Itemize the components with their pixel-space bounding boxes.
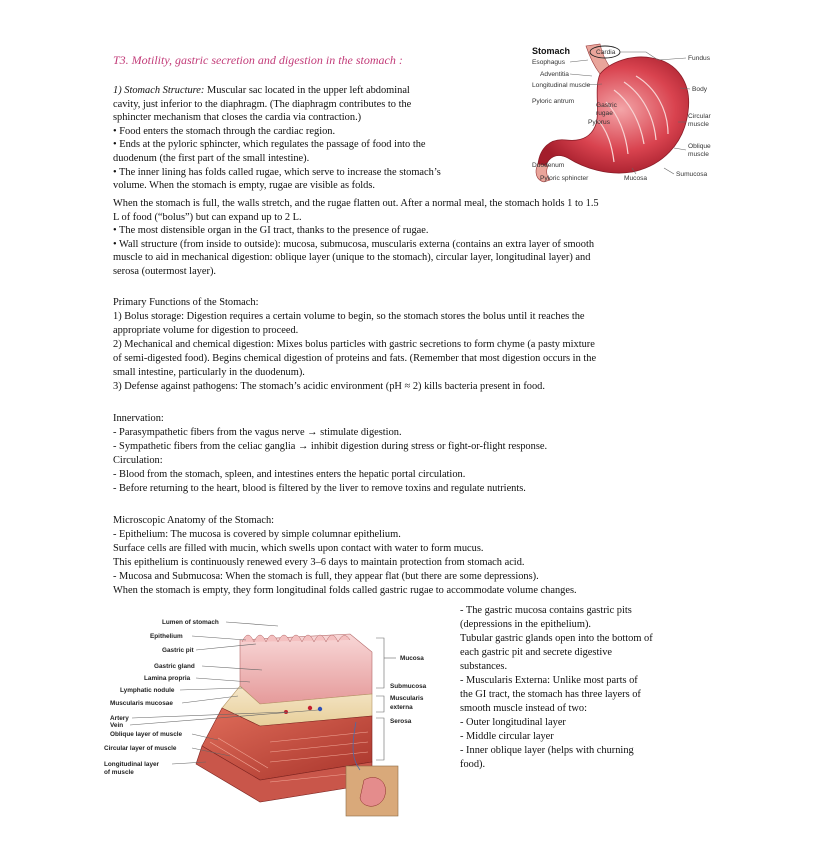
- oblique-layer-label: Oblique layer of muscle: [110, 731, 183, 738]
- functions-line-4: small intestine, particularly in the duodenum).: [113, 367, 305, 378]
- functions-line-0: 1) Bolus storage: Digestion requires a certain volume to begin, so the stomach stores the bolus until it reaches the: [113, 311, 585, 322]
- structure-line-8: When the stomach is full, the walls stretch, and the rugae flatten out. After a normal meal, the stomach holds 1 to 1.5: [113, 198, 599, 209]
- structure-line-11: • Wall structure (from inside to outside): mucosa, submucosa, muscularis externa (contains an extra layer of smooth: [113, 238, 595, 250]
- pylorus-label: Pylorus: [588, 119, 610, 126]
- microscopic-line-4: When the stomach is empty, they form longitudinal folds called gastric rugae to accommodate volume changes.: [113, 585, 577, 596]
- circular-muscle-label-1: Circular: [688, 113, 711, 120]
- adventitia-label: Adventitia: [540, 71, 569, 78]
- pyloric-sphincter-label: Pyloric sphincter: [540, 175, 589, 182]
- vein-label: Vein: [110, 722, 124, 729]
- serosa-bracket-label: Serosa: [390, 718, 412, 725]
- gastric-gland-label: Gastric gland: [154, 663, 195, 670]
- side-text-line-3: each gastric pit and secrete digestive: [460, 647, 613, 658]
- side-text-line-10: - Inner oblique layer (helps with churning: [460, 745, 634, 756]
- longitudinal-layer-label-2: of muscle: [104, 769, 134, 776]
- esophagus-label: Esophagus: [532, 59, 565, 66]
- structure-line-10: • The most distensible organ in the GI tract, thanks to the presence of rugae.: [113, 225, 429, 237]
- microscopic-line-1: Surface cells are filled with mucin, which swells upon contact with water to form mucus.: [113, 543, 484, 554]
- microscopic-line-2: This epithelium is continuously renewed every 3–6 days to maintain protection from stomach acid.: [113, 557, 525, 568]
- functions-line-1: appropriate volume for digestion to proceed.: [113, 325, 299, 336]
- fundus-label: Fundus: [688, 55, 710, 62]
- circulation-heading: Circulation:: [113, 455, 163, 466]
- gastric-rugae-label-2: rugae: [596, 110, 613, 117]
- circular-layer-label: Circular layer of muscle: [104, 745, 177, 752]
- side-text-line-2: Tubular gastric glands open into the bottom of: [460, 633, 653, 644]
- muscularis-externa-label-2: externa: [390, 704, 413, 711]
- epithelium-label: Epithelium: [150, 633, 183, 640]
- innervation-heading: Innervation:: [113, 413, 164, 424]
- structure-line-7: volume. When the stomach is empty, rugae are visible as folds.: [113, 180, 376, 192]
- submucosa-bracket-label: Submucosa: [390, 683, 427, 690]
- mucosa-label: Mucosa: [624, 175, 648, 182]
- side-text-line-11: food).: [460, 759, 486, 770]
- structure-line-4: • Ends at the pyloric sphincter, which regulates the passage of food into the: [113, 139, 426, 151]
- side-text-line-6: the GI tract, the stomach has three layers of: [460, 689, 641, 700]
- side-text-line-5: - Muscularis Externa: Unlike most parts of: [460, 675, 638, 686]
- side-text-line-8: - Outer longitudinal layer: [460, 717, 566, 728]
- lymphatic-nodule-label: Lymphatic nodule: [120, 687, 175, 694]
- structure-line-12: muscle to aid in mechanical digestion: oblique layer (unique to the stomach), circular layer, longitudinal layer) and: [113, 252, 591, 264]
- side-text-line-4: substances.: [460, 661, 508, 672]
- innervation-line-0: - Parasympathetic fibers from the vagus nerve → stimulate digestion.: [113, 427, 402, 438]
- functions-line-2: 2) Mechanical and chemical digestion: Mixes bolus particles with gastric secretions to form chyme (a pasty mixture: [113, 339, 595, 350]
- structure-heading: 1) Stomach Structure:: [113, 85, 205, 96]
- structure-line-6: • The inner lining has folds called rugae, which serve to increase the stomach’s: [113, 166, 441, 178]
- microscopic-line-0: - Epithelium: The mucosa is covered by simple columnar epithelium.: [113, 529, 401, 540]
- stomach-heading: Stomach: [532, 46, 571, 56]
- sumucosa-label: Sumucosa: [676, 171, 708, 178]
- oblique-muscle-label-1: Oblique: [688, 143, 711, 150]
- gastric-rugae-label-1: Gastric: [596, 102, 617, 109]
- gastric-pit-label: Gastric pit: [162, 647, 194, 654]
- muscularis-externa-label-1: Muscularis: [390, 695, 424, 702]
- structure-line-3: • Food enters the stomach through the cardiac region.: [113, 125, 336, 137]
- innervation-line-1: - Sympathetic fibers from the celiac ganglia → inhibit digestion during stress or fight-or-flight response.: [113, 441, 548, 452]
- artery-label: Artery: [110, 715, 129, 722]
- microscopic-heading: Microscopic Anatomy of the Stomach:: [113, 515, 275, 526]
- microscopic-line-3: - Mucosa and Submucosa: When the stomach is full, they appear flat (but there are some depressions).: [113, 571, 539, 582]
- oblique-muscle-label-2: muscle: [688, 151, 709, 158]
- circular-muscle-label-2: muscle: [688, 121, 709, 128]
- pyloric-antrum-label: Pyloric antrum: [532, 98, 575, 105]
- functions-heading: Primary Functions of the Stomach:: [113, 297, 259, 308]
- circulation-line-1: - Before returning to the heart, blood is filtered by the liver to remove toxins and regulate nutrients.: [113, 483, 526, 494]
- circulation-line-0: - Blood from the stomach, spleen, and intestines enters the hepatic portal circulation.: [113, 469, 466, 480]
- lamina-propria-label: Lamina propria: [144, 675, 191, 682]
- side-text-line-9: - Middle circular layer: [460, 731, 554, 742]
- mucosa-layer-shape: [240, 634, 372, 704]
- functions-line-5: 3) Defense against pathogens: The stomach’s acidic environment (pH ≈ 2) kills bacteria present in food.: [113, 381, 545, 392]
- functions-line-3: of semi-digested food). Begins chemical digestion of proteins and fats. (Remember that most digestion occurs in the: [113, 353, 597, 364]
- lumen-label: Lumen of stomach: [162, 619, 219, 626]
- body-label: Body: [692, 86, 708, 93]
- longitudinal-layer-label-1: Longitudinal layer: [104, 761, 160, 768]
- side-text-line-1: (depressions in the epithelium).: [460, 619, 592, 630]
- structure-line-2: sphincter mechanism that closes the cardia via contraction.): [113, 112, 362, 124]
- longitudinal-muscle-label: Longitudinal muscle: [532, 82, 591, 89]
- side-text-line-7: smooth muscle instead of two:: [460, 703, 587, 714]
- structure-line-13: serosa (outermost layer).: [113, 266, 217, 277]
- structure-line-5: duodenum (the first part of the small intestine).: [113, 153, 310, 164]
- side-text-line-0: - The gastric mucosa contains gastric pits: [460, 605, 632, 616]
- gastric-wall-figure: [104, 612, 455, 824]
- cardia-label: Cardia: [596, 49, 616, 56]
- stomach-anatomy-figure: [528, 40, 718, 192]
- mucosa-bracket-label: Mucosa: [400, 655, 424, 662]
- structure-line-0: 1) Stomach Structure: Muscular sac located in the upper left abdominal: [113, 85, 410, 96]
- document-title: T3. Motility, gastric secretion and digestion in the stomach :: [113, 53, 403, 67]
- duodenum-label: Duodenum: [532, 162, 565, 169]
- muscularis-mucosae-label: Muscularis mucosae: [110, 700, 173, 707]
- structure-line-9: L of food (“bolus”) but can expand up to 2 L.: [113, 211, 302, 223]
- structure-line-1: cavity, just inferior to the diaphragm. (The diaphragm contributes to the: [113, 98, 412, 110]
